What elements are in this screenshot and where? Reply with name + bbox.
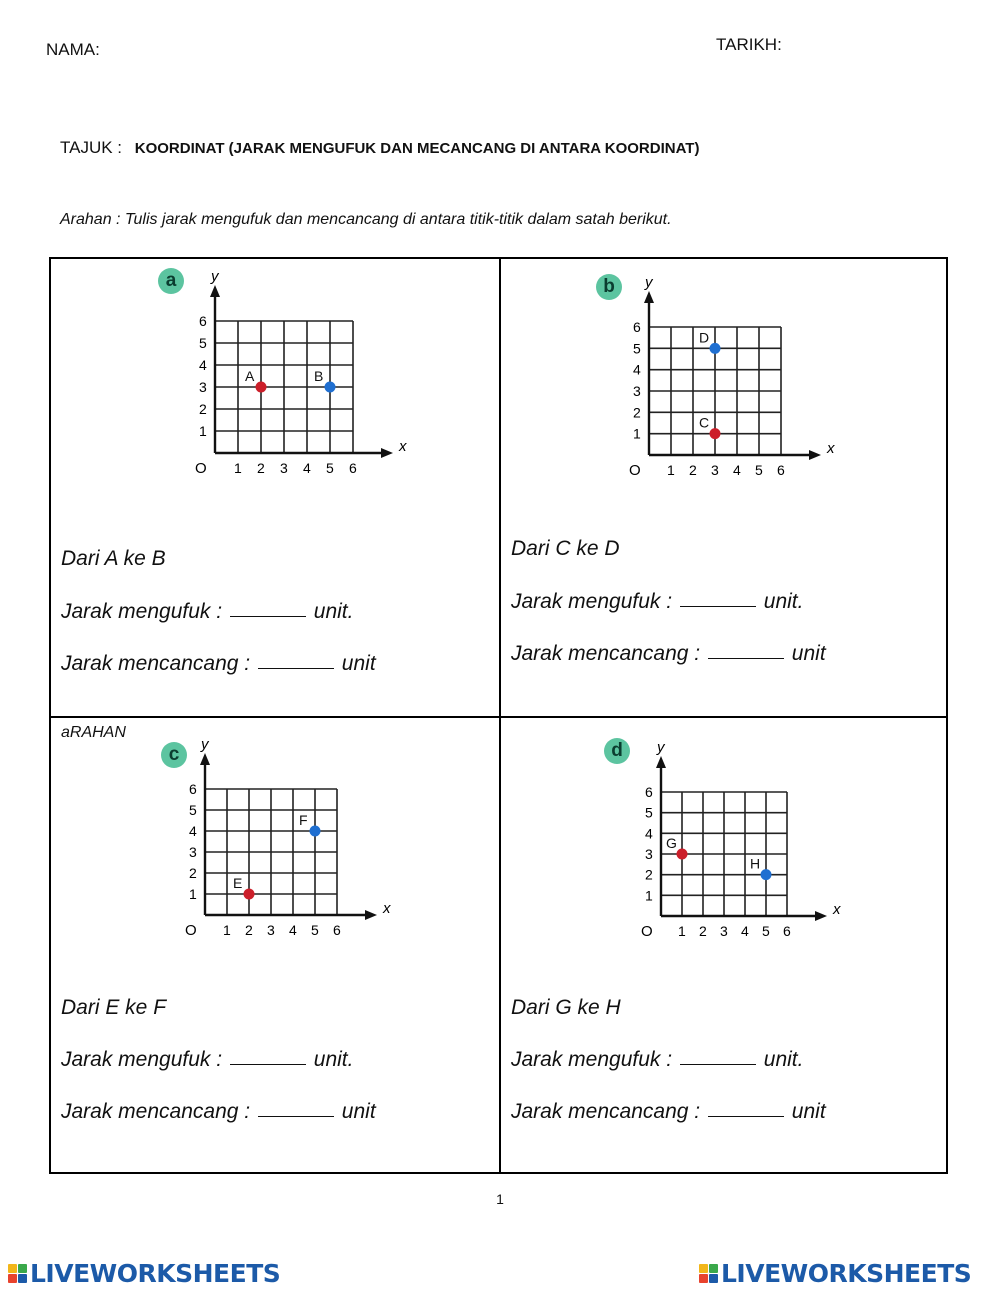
vertical-distance-blank[interactable]	[258, 1115, 334, 1117]
y-tick-label: 1	[199, 423, 207, 439]
title-line	[60, 138, 699, 158]
x-tick-label: 2	[699, 923, 707, 939]
x-tick-label: 4	[303, 460, 311, 476]
y-tick-label: 3	[189, 844, 197, 860]
liveworksheets-logo-icon	[8, 1264, 27, 1283]
coordinate-graph	[611, 269, 841, 489]
point-label: F	[299, 812, 308, 828]
y-tick-label: 2	[189, 865, 197, 881]
y-tick-label: 4	[645, 825, 653, 842]
vertical-distance-blank[interactable]	[258, 667, 334, 669]
y-tick-label: 3	[645, 846, 653, 862]
x-tick-label: 2	[689, 462, 697, 478]
question-cell-b	[501, 259, 948, 716]
y-tick-label: 6	[645, 784, 653, 800]
vertical-unit-label: unit	[791, 1100, 826, 1123]
question-badge: d	[604, 738, 630, 764]
x-axis-arrow-icon	[815, 911, 827, 921]
horizontal-unit-label: unit.	[763, 1048, 804, 1071]
x-tick-label: 6	[783, 923, 791, 939]
liveworksheets-logo-right	[699, 1259, 971, 1288]
y-tick-label: 2	[199, 401, 207, 417]
origin-label: O	[195, 460, 207, 477]
horizontal-unit-label: unit.	[313, 1048, 354, 1071]
x-tick-label: 3	[711, 462, 719, 478]
x-tick-label: 3	[280, 460, 288, 476]
horizontal-distance-row	[511, 590, 803, 614]
tarikh-label: TARIKH:	[716, 35, 782, 54]
x-tick-label: 1	[234, 460, 242, 476]
x-tick-label: 3	[267, 922, 275, 938]
grid	[205, 789, 337, 915]
vertical-distance-row	[511, 1100, 826, 1124]
vertical-unit-label: unit	[341, 652, 376, 675]
question-cell-a	[51, 259, 498, 716]
coordinate-graph	[171, 267, 407, 487]
y-axis-arrow-icon	[200, 753, 210, 765]
vertical-unit-label: unit	[341, 1100, 376, 1123]
horizontal-distance-blank[interactable]	[230, 615, 306, 617]
y-axis-label: y	[645, 274, 653, 291]
x-tick-label: 4	[741, 923, 749, 939]
point-b	[325, 382, 336, 393]
vertical-distance-blank[interactable]	[708, 657, 784, 659]
y-tick-label: 1	[645, 887, 653, 904]
y-tick-label: 5	[633, 340, 641, 357]
vertical-unit-label: unit	[791, 642, 826, 665]
cell-note: aRAHAN	[61, 724, 126, 741]
point-label: E	[233, 875, 243, 891]
question-from-to: Dari C ke D	[511, 537, 620, 560]
vertical-distance-row	[61, 1100, 376, 1124]
point-label: A	[245, 368, 255, 384]
y-axis-label: y	[211, 268, 219, 285]
horizontal-distance-label: Jarak mengufuk :	[511, 1048, 673, 1071]
horizontal-distance-blank[interactable]	[680, 1063, 756, 1065]
y-tick-label: 1	[633, 425, 641, 442]
y-tick-label: 3	[633, 383, 641, 399]
y-tick-label: 2	[645, 866, 653, 883]
vertical-distance-label: Jarak mencancang :	[61, 1100, 251, 1123]
horizontal-distance-label: Jarak mengufuk :	[61, 600, 223, 623]
y-tick-label: 1	[189, 886, 197, 902]
question-from-to: Dari A ke B	[61, 547, 166, 570]
x-axis-arrow-icon	[381, 448, 393, 458]
title-label: TAJUK :	[60, 138, 123, 157]
x-axis-label: x	[827, 440, 835, 457]
y-tick-label: 6	[199, 313, 207, 329]
horizontal-distance-blank[interactable]	[680, 605, 756, 607]
x-tick-label: 4	[289, 922, 297, 938]
vertical-distance-row	[61, 652, 376, 676]
question-table	[49, 257, 948, 1174]
horizontal-distance-label: Jarak mengufuk :	[61, 1048, 223, 1071]
vertical-distance-label: Jarak mencancang :	[511, 1100, 701, 1123]
instruction-text: Arahan : Tulis jarak mengufuk dan mencancang di antara titik-titik dalam satah berikut.	[60, 211, 672, 228]
x-tick-label: 1	[678, 923, 686, 939]
point-label: D	[699, 329, 710, 346]
x-tick-label: 4	[733, 462, 741, 478]
horizontal-distance-row	[61, 1048, 353, 1072]
x-axis-label: x	[383, 900, 391, 917]
y-tick-label: 6	[633, 319, 641, 335]
x-axis-label: x	[399, 438, 407, 455]
horizontal-distance-row	[61, 600, 353, 624]
page-number: 1	[496, 1191, 504, 1207]
question-badge: b	[596, 274, 622, 300]
y-tick-label: 2	[633, 404, 641, 421]
y-axis-label: y	[657, 739, 665, 756]
page-title: KOORDINAT (JARAK MENGUFUK DAN MECANCANG DI ANTARA KOORDINAT)	[134, 140, 700, 157]
point-c	[710, 428, 721, 439]
question-from-to: Dari G ke H	[511, 996, 621, 1019]
liveworksheets-logo-icon	[699, 1264, 718, 1283]
x-tick-label: 6	[333, 922, 341, 938]
coordinate-graph	[161, 736, 391, 940]
point-label: C	[699, 414, 710, 431]
vertical-distance-label: Jarak mencancang :	[61, 652, 251, 675]
y-tick-label: 4	[633, 361, 641, 378]
horizontal-distance-blank[interactable]	[230, 1063, 306, 1065]
x-axis-arrow-icon	[365, 910, 377, 920]
y-tick-label: 5	[189, 802, 197, 818]
x-tick-label: 2	[257, 460, 265, 476]
y-tick-label: 5	[199, 335, 207, 351]
point-label: G	[666, 835, 677, 851]
x-tick-label: 1	[223, 922, 231, 938]
question-cell-d	[501, 718, 948, 1175]
origin-label: O	[629, 462, 641, 479]
coordinate-graph	[621, 738, 851, 938]
x-tick-label: 5	[762, 923, 770, 939]
point-e	[244, 889, 255, 900]
x-tick-label: 2	[245, 922, 253, 938]
y-tick-label: 4	[189, 823, 197, 839]
origin-label: O	[185, 922, 197, 939]
x-tick-label: 3	[720, 923, 728, 939]
vertical-distance-row	[511, 642, 826, 666]
vertical-distance-label: Jarak mencancang :	[511, 642, 701, 665]
x-tick-label: 5	[326, 460, 334, 476]
point-label: B	[314, 368, 324, 384]
x-axis-arrow-icon	[809, 450, 821, 460]
question-cell-c	[51, 718, 498, 1175]
x-tick-label: 6	[777, 462, 785, 478]
y-tick-label: 4	[199, 357, 207, 373]
point-h	[761, 869, 772, 880]
x-tick-label: 5	[755, 462, 763, 478]
brand-name: LIVEWORKSHEETS	[30, 1259, 281, 1288]
nama-label: NAMA:	[46, 40, 100, 59]
origin-label: O	[641, 923, 653, 940]
point-d	[710, 343, 721, 354]
point-f	[310, 826, 321, 837]
vertical-distance-blank[interactable]	[708, 1115, 784, 1117]
point-a	[256, 382, 267, 393]
horizontal-unit-label: unit.	[313, 600, 354, 623]
question-badge: a	[158, 268, 184, 294]
x-tick-label: 1	[667, 462, 675, 478]
horizontal-unit-label: unit.	[763, 590, 804, 613]
question-badge: c	[161, 742, 187, 768]
point-g	[677, 849, 688, 860]
question-from-to: Dari E ke F	[61, 996, 167, 1019]
x-tick-label: 6	[349, 460, 357, 476]
y-tick-label: 6	[189, 781, 197, 797]
y-axis-label: y	[201, 736, 209, 753]
horizontal-distance-label: Jarak mengufuk :	[511, 590, 673, 613]
point-label: H	[750, 855, 761, 872]
y-axis-arrow-icon	[656, 756, 666, 768]
x-tick-label: 5	[311, 922, 319, 938]
y-axis-arrow-icon	[644, 291, 654, 303]
horizontal-distance-row	[511, 1048, 803, 1072]
brand-name: LIVEWORKSHEETS	[721, 1259, 972, 1288]
x-axis-label: x	[833, 901, 841, 918]
liveworksheets-logo-left	[8, 1259, 280, 1288]
y-tick-label: 3	[199, 379, 207, 395]
y-tick-label: 5	[645, 804, 653, 821]
y-axis-arrow-icon	[210, 285, 220, 297]
